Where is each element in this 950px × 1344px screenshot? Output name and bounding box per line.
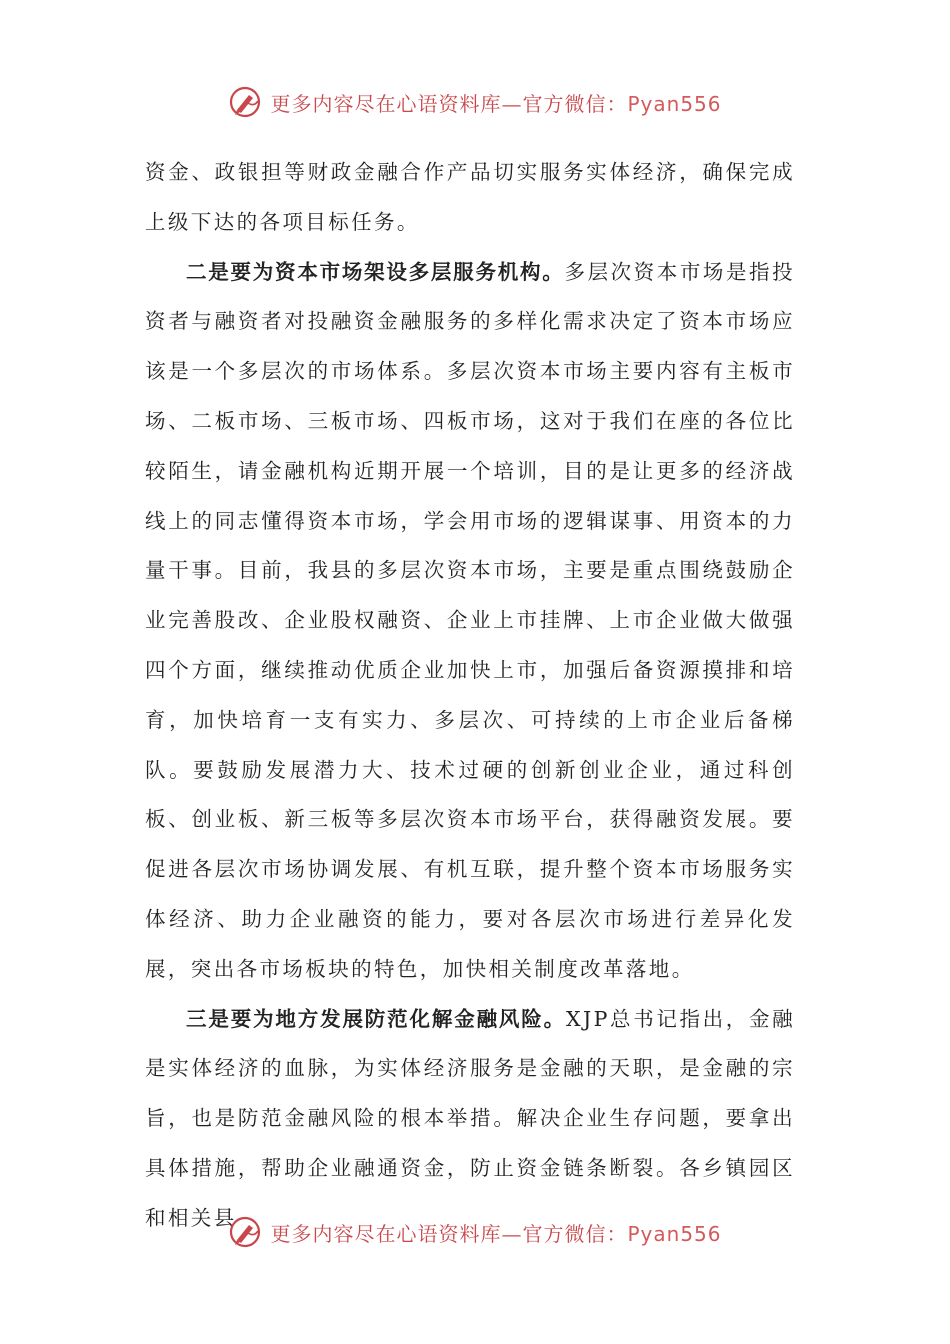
header-wechat-id: Pyan556	[627, 91, 722, 116]
pen-logo-icon	[228, 1215, 262, 1249]
document-body	[145, 148, 795, 1244]
footer-banner	[0, 1212, 950, 1252]
pen-logo-icon	[228, 85, 262, 119]
paragraph-2-heading: 二是要为资本市场架设多层服务机构。	[186, 259, 565, 284]
paragraph-1: 资金、政银担等财政金融合作产品切实服务实体经济，确保完成上级下达的各项目标任务。	[145, 160, 795, 234]
paragraph-3: 三是要为地方发展防范化解金融风险。XJP总书记指出，金融是实体经济的血脉，为实体经济服务是金融的天职，是金融的宗旨，也是防范金融风险的根本举措。解决企业生存问题，要拿出具体措施，帮助企业融通资金，防止资金链条断裂。各乡镇园区和相关县	[145, 1006, 795, 1230]
footer-wechat-id: Pyan556	[627, 1221, 722, 1246]
footer-banner-text: 更多内容尽在心语资料库—官方微信：Pyan556	[270, 1221, 722, 1246]
header-banner-text: 更多内容尽在心语资料库—官方微信：Pyan556	[270, 91, 722, 116]
paragraph-3-heading: 三是要为地方发展防范化解金融风险。	[186, 1006, 566, 1031]
paragraph-2: 二是要为资本市场架设多层服务机构。多层次资本市场是指投资者与融资者对投融资金融服务的多样化需求决定了资本市场应该是一个多层次的市场体系。多层次资本市场主要内容有主板市场、二板市场、三板市场、四板市场，这对于我们在座的各位比较陌生，请金融机构近期开展一个培训，目的是让更多的经济战线上的同志懂得资本市场，学会用市场的逻辑谋事、用资本的力量干事。目前，我县的多层次资本市场，主要是重点围绕鼓励企业完善股改、企业股权融资、企业上市挂牌、上市企业做大做强四个方面，继续推动优质企业加快上市，加强后备资源摸排和培育，加快培育一支有实力、多层次、可持续的上市企业后备梯队。要鼓励发展潜力大、技术过硬的创新创业企业，通过科创板、创业板、新三板等多层次资本市场平台，获得融资发展。要促进各层次市场协调发展、有机互联，提升整个资本市场服务实体经济、助力企业融资的能力，要对各层次市场进行差异化发展，突出各市场板块的特色，加快相关制度改革落地。	[145, 259, 796, 981]
header-banner	[0, 82, 950, 122]
